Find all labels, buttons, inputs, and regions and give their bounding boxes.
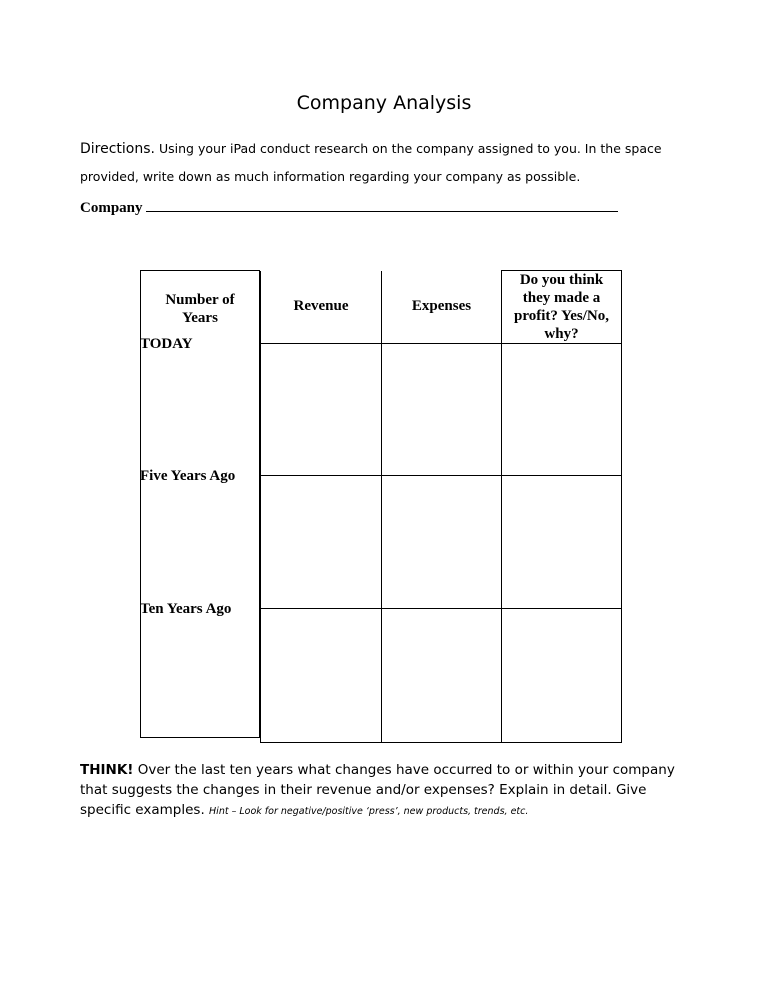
table-row xyxy=(140,609,622,743)
cell-today-profit[interactable] xyxy=(502,344,622,476)
cell-ten-profit[interactable] xyxy=(502,609,622,743)
cell-ten-expenses[interactable] xyxy=(382,609,502,743)
cell-ten-revenue[interactable] xyxy=(261,609,382,743)
cell-five-expenses[interactable] xyxy=(382,476,502,609)
row-label-today xyxy=(140,335,261,476)
header-revenue-label: Revenue xyxy=(293,298,349,315)
company-blank-line[interactable] xyxy=(146,199,618,212)
table-row xyxy=(140,476,622,609)
header-revenue xyxy=(261,271,382,344)
header-profit xyxy=(502,271,622,344)
think-hint: Hint – Look for negative/positive ‘press’, new products, trends, etc. xyxy=(209,806,529,817)
header-profit-label: Do you think they made a profit? Yes/No, why? xyxy=(514,272,609,342)
header-years-label: Number of Years xyxy=(165,292,235,326)
header-expenses xyxy=(382,271,502,344)
cell-five-revenue[interactable] xyxy=(261,476,382,609)
company-field xyxy=(80,199,618,217)
row-label-five-text: Five Years Ago xyxy=(140,467,236,484)
cell-today-revenue[interactable] xyxy=(261,344,382,476)
cell-five-profit[interactable] xyxy=(502,476,622,609)
think-text: Over the last ten years what changes have occurred to or within your company that suggests the changes in their revenue and/or expenses? Explain in detail. Give specific examples. xyxy=(80,762,675,818)
page-title: Company Analysis xyxy=(296,92,472,114)
header-years xyxy=(140,271,261,344)
directions-paragraph xyxy=(80,135,680,190)
row-label-ten xyxy=(140,600,261,743)
row-label-five xyxy=(140,467,261,609)
company-label: Company xyxy=(80,200,143,216)
directions-lead: Directions. xyxy=(80,141,155,157)
row-label-today-text: TODAY xyxy=(140,335,193,352)
table-header-row xyxy=(140,271,622,344)
directions-text: Using your iPad conduct research on the company assigned to you. In the space provided, write down as much information regarding your company as possible. xyxy=(80,141,662,184)
row-label-ten-text: Ten Years Ago xyxy=(140,600,232,617)
think-paragraph xyxy=(80,760,700,822)
think-lead: THINK! xyxy=(80,762,134,778)
cell-today-expenses[interactable] xyxy=(382,344,502,476)
header-expenses-label: Expenses xyxy=(411,298,472,315)
analysis-table xyxy=(140,270,622,743)
table-row xyxy=(140,344,622,476)
